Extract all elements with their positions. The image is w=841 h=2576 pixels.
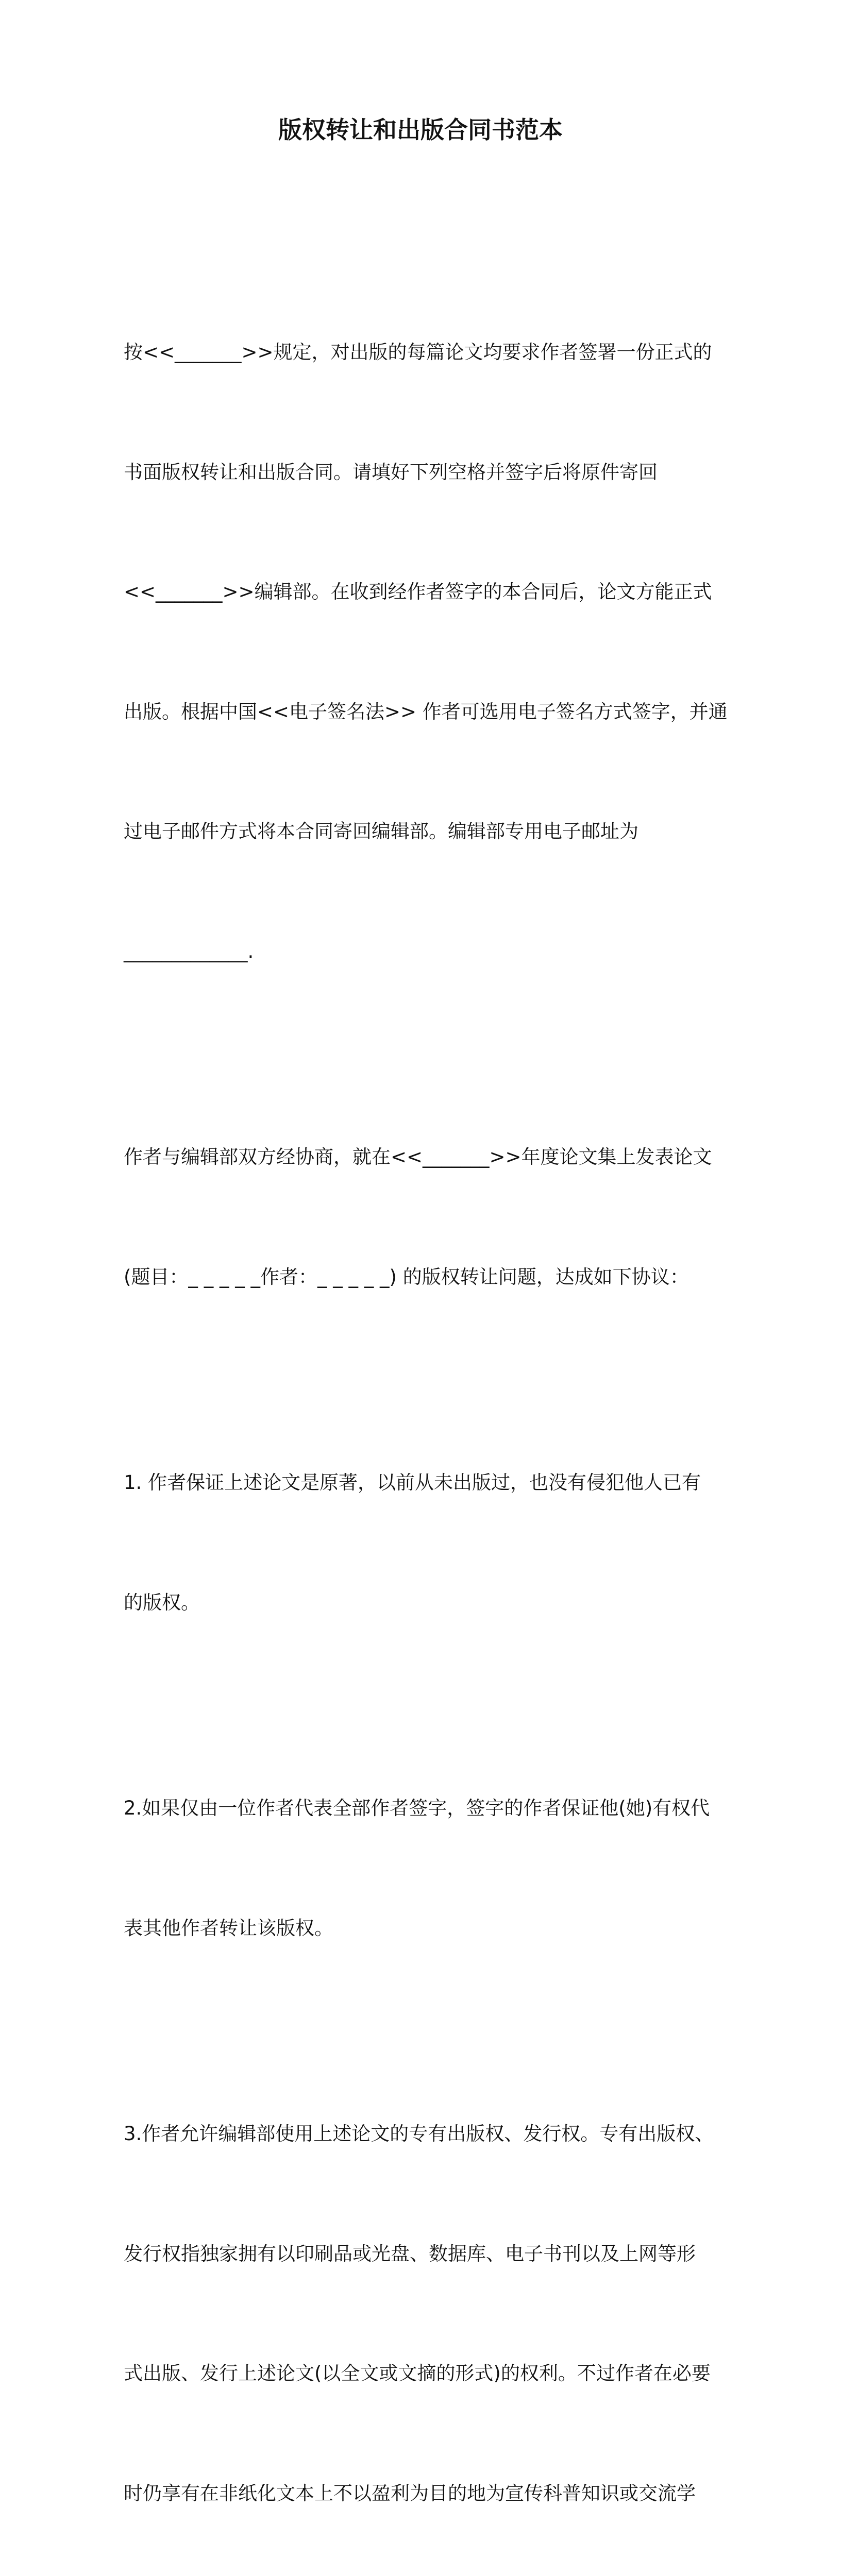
text-line: 表其他作者转让该版权。 [124,1917,333,1939]
text-line: 按<<_______>>规定，对出版的每篇论文均要求作者签署一份正式的 [124,341,712,363]
text-line: <<_______>>编辑部。在收到经作者签字的本合同后，论文方能正式 [124,581,712,603]
text-line: (题目：_ _ _ _ _作者：_ _ _ _ _) 的版权转让问题，达成如下协议： [124,1265,689,1288]
paragraph-agreement [124,1057,716,1377]
text-line: 式出版、发行上述论文(以全文或文摘的形式)的权利。不过作者在必要 [124,2362,711,2384]
text-line: 书面版权转让和出版合同。请填好下列空格并签字后将原件寄回 [124,461,658,483]
text-line: 1. 作者保证上述论文是原著，以前从未出版过，也没有侵犯他人已有 [124,1471,701,1494]
text-line: 发行权指独家拥有以印刷品或光盘、数据库、电子书刊以及上网等形 [124,2242,696,2265]
text-line: 作者与编辑部双方经协商，就在<<_______>>年度论文集上发表论文 [124,1146,712,1168]
document-title: 版权转让和出版合同书范本 [278,116,563,144]
clause-1 [124,1383,716,1702]
clause-2 [124,1708,716,2028]
email-blank-line: _____________. [124,940,254,962]
text-line: 2.如果仅由一位作者代表全部作者签字，签字的作者保证他(她)有权代 [124,1797,710,1819]
text-line: 出版。根据中国<<电子签名法>> 作者可选用电子签名方式签字，并通 [124,700,728,723]
document-body [124,252,728,2576]
text-line: 时仍享有在非纸化文本上不以盈利为目的地为宣传科普知识或交流学 [124,2482,696,2504]
text-line: 过电子邮件方式将本合同寄回编辑部。编辑部专用电子邮址为 [124,820,638,842]
text-line: 的版权。 [124,1591,200,1614]
text-line: 3.作者允许编辑部使用上述论文的专有出版权、发行权。专有出版权、 [124,2123,714,2145]
clause-3 [124,2034,716,2576]
paragraph-intro [124,252,728,1051]
